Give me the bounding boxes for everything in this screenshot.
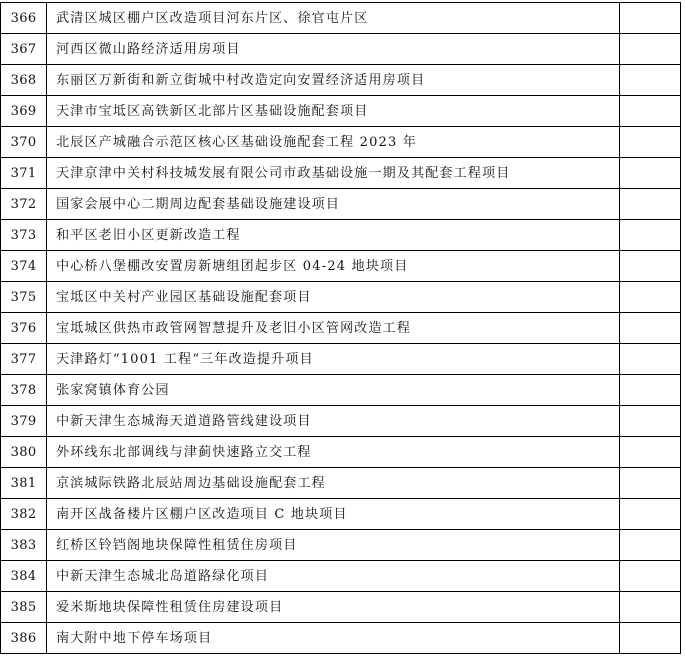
project-name-cell: 中心桥八堡棚改安置房新塘组团起步区 04-24 地块项目 <box>47 251 620 282</box>
project-name-cell: 和平区老旧小区更新改造工程 <box>47 220 620 251</box>
empty-cell <box>619 561 680 592</box>
empty-cell <box>619 468 680 499</box>
table-row <box>1 437 681 468</box>
empty-cell <box>619 127 680 158</box>
table-row <box>1 592 681 623</box>
row-number-cell: 368 <box>1 65 47 96</box>
project-name-cell: 中新天津生态城北岛道路绿化项目 <box>47 561 620 592</box>
row-number-cell: 379 <box>1 406 47 437</box>
empty-cell <box>619 34 680 65</box>
project-name-cell: 东丽区万新街和新立街城中村改造定向安置经济适用房项目 <box>47 65 620 96</box>
project-name-cell: 国家会展中心二期周边配套基础设施建设项目 <box>47 189 620 220</box>
project-name-cell: 南大附中地下停车场项目 <box>47 623 620 654</box>
table-row <box>1 530 681 561</box>
project-name-cell: 南开区战备楼片区棚户区改造项目 C 地块项目 <box>47 499 620 530</box>
row-number-cell: 385 <box>1 592 47 623</box>
row-number-cell: 383 <box>1 530 47 561</box>
table-row <box>1 282 681 313</box>
project-list-body <box>1 3 681 654</box>
empty-cell <box>619 189 680 220</box>
empty-cell <box>619 499 680 530</box>
table-row <box>1 158 681 189</box>
project-list-table <box>0 2 681 654</box>
row-number-cell: 366 <box>1 3 47 34</box>
table-row <box>1 313 681 344</box>
table-row <box>1 623 681 654</box>
row-number-cell: 380 <box>1 437 47 468</box>
table-row <box>1 220 681 251</box>
row-number-cell: 377 <box>1 344 47 375</box>
project-name-cell: 河西区微山路经济适用房项目 <box>47 34 620 65</box>
empty-cell <box>619 375 680 406</box>
project-name-cell: 天津市宝坻区高铁新区北部片区基础设施配套项目 <box>47 96 620 127</box>
table-row <box>1 127 681 158</box>
row-number-cell: 378 <box>1 375 47 406</box>
row-number-cell: 370 <box>1 127 47 158</box>
empty-cell <box>619 592 680 623</box>
row-number-cell: 373 <box>1 220 47 251</box>
empty-cell <box>619 437 680 468</box>
project-name-cell: 宝坻城区供热市政管网智慧提升及老旧小区管网改造工程 <box>47 313 620 344</box>
empty-cell <box>619 251 680 282</box>
table-row <box>1 251 681 282</box>
table-row <box>1 375 681 406</box>
table-row <box>1 34 681 65</box>
row-number-cell: 375 <box>1 282 47 313</box>
project-name-cell: 北辰区产城融合示范区核心区基础设施配套工程 2023 年 <box>47 127 620 158</box>
project-name-cell: 红桥区铃铛阁地块保障性租赁住房项目 <box>47 530 620 561</box>
row-number-cell: 381 <box>1 468 47 499</box>
empty-cell <box>619 344 680 375</box>
project-name-cell: 张家窝镇体育公园 <box>47 375 620 406</box>
table-row <box>1 65 681 96</box>
project-name-cell: 中新天津生态城海天道道路管线建设项目 <box>47 406 620 437</box>
empty-cell <box>619 530 680 561</box>
row-number-cell: 382 <box>1 499 47 530</box>
empty-cell <box>619 96 680 127</box>
empty-cell <box>619 623 680 654</box>
table-row <box>1 561 681 592</box>
row-number-cell: 372 <box>1 189 47 220</box>
table-row <box>1 189 681 220</box>
row-number-cell: 386 <box>1 623 47 654</box>
row-number-cell: 376 <box>1 313 47 344</box>
project-name-cell: 宝坻区中关村产业园区基础设施配套项目 <box>47 282 620 313</box>
row-number-cell: 367 <box>1 34 47 65</box>
row-number-cell: 384 <box>1 561 47 592</box>
empty-cell <box>619 406 680 437</box>
project-name-cell: 天津路灯“1001 工程“三年改造提升项目 <box>47 344 620 375</box>
project-name-cell: 天津京津中关村科技城发展有限公司市政基础设施一期及其配套工程项目 <box>47 158 620 189</box>
empty-cell <box>619 3 680 34</box>
empty-cell <box>619 158 680 189</box>
project-name-cell: 外环线东北部调线与津蓟快速路立交工程 <box>47 437 620 468</box>
table-row <box>1 344 681 375</box>
row-number-cell: 369 <box>1 96 47 127</box>
project-name-cell: 武清区城区棚户区改造项目河东片区、徐官屯片区 <box>47 3 620 34</box>
project-name-cell: 京滨城际铁路北辰站周边基础设施配套工程 <box>47 468 620 499</box>
table-row <box>1 3 681 34</box>
row-number-cell: 371 <box>1 158 47 189</box>
table-row <box>1 96 681 127</box>
table-row <box>1 499 681 530</box>
empty-cell <box>619 220 680 251</box>
table-row <box>1 406 681 437</box>
empty-cell <box>619 313 680 344</box>
project-name-cell: 爱米斯地块保障性租赁住房建设项目 <box>47 592 620 623</box>
table-row <box>1 468 681 499</box>
row-number-cell: 374 <box>1 251 47 282</box>
empty-cell <box>619 282 680 313</box>
empty-cell <box>619 65 680 96</box>
